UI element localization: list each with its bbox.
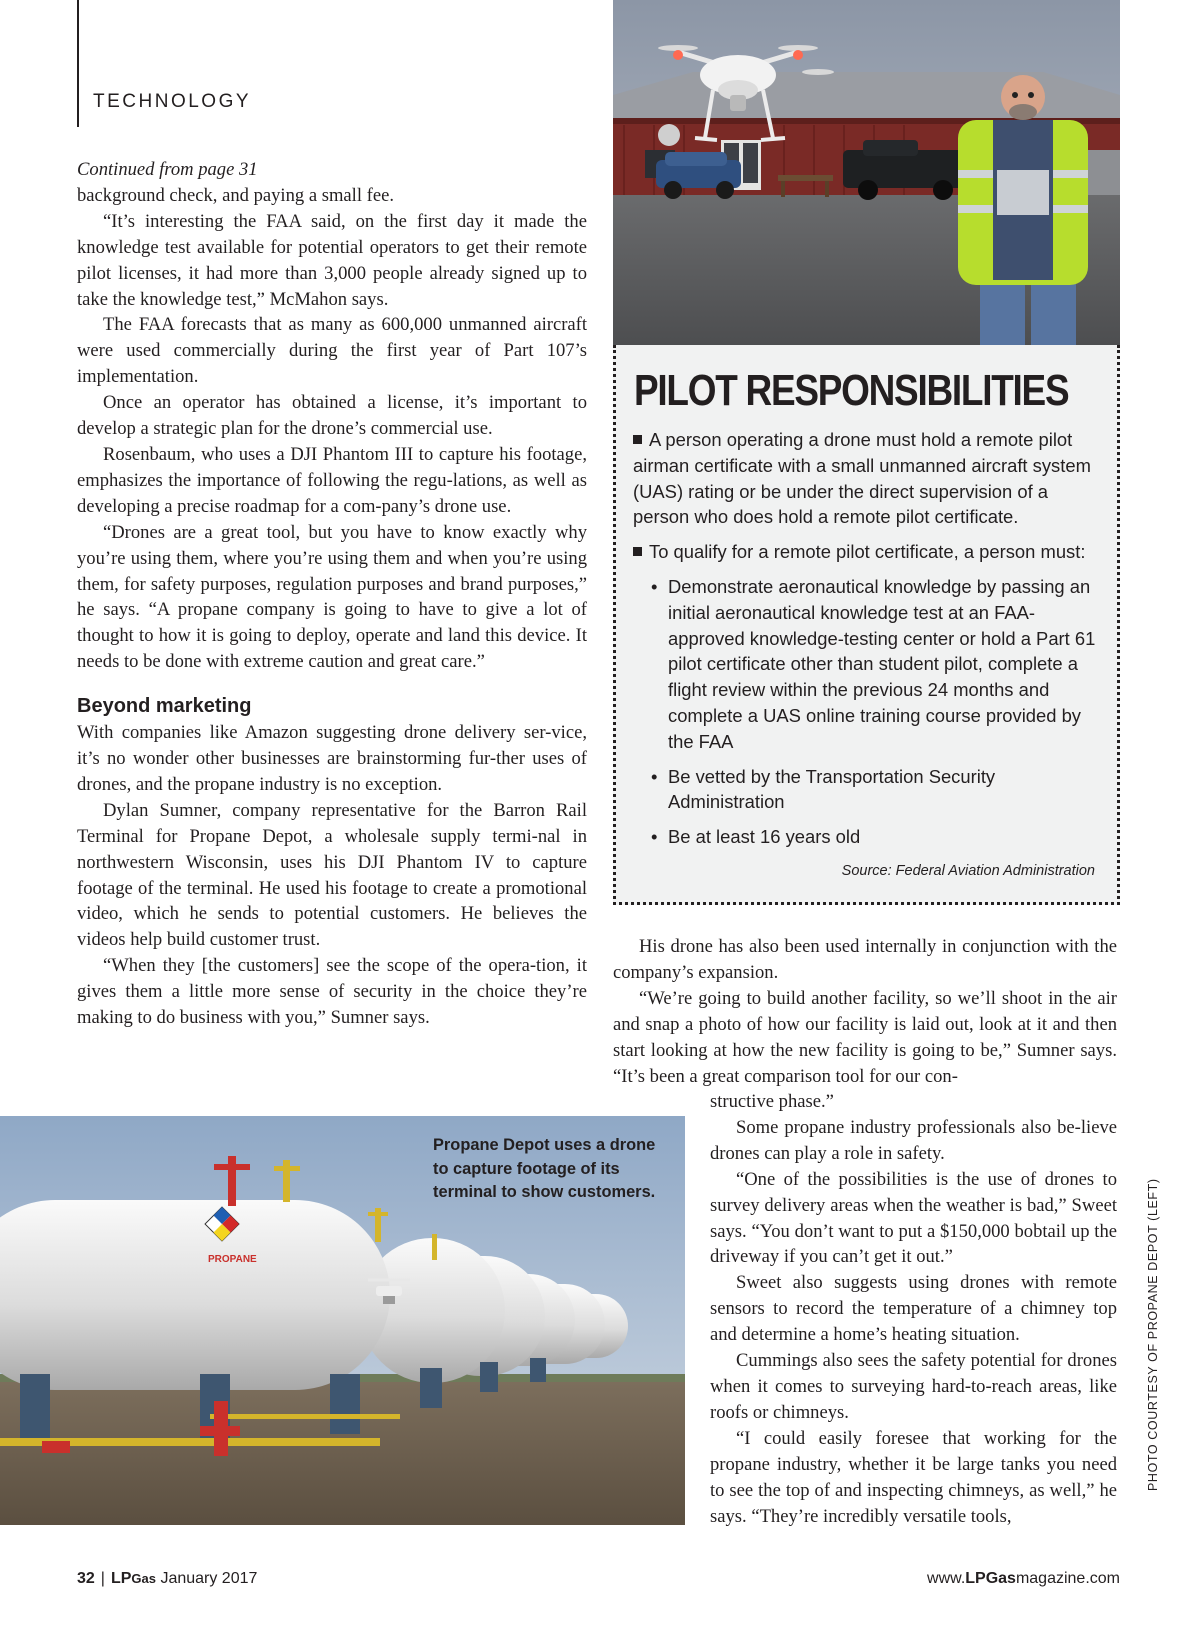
paragraph: “I could easily foresee that working for the propane industry, whether it be large tanks you need to see the top of and inspecting chimneys, as well,” he says. “They’re incredibly versatile tools, bbox=[710, 1427, 1117, 1527]
magazine-logo-gas: Gas bbox=[131, 1571, 156, 1586]
narrow-column bbox=[710, 1089, 1117, 1529]
header-rule bbox=[77, 0, 79, 127]
paragraph: “Drones are a great tool, but you have to know exactly why you’re using them, where you’re using them and when you’re using them, for safety purposes, regulation purposes and brand purposes,” he says. “A propane company is going to have to give a lot of thought to how it is going to deploy, operate and land this device. It needs to be done with extreme caution and great care.” bbox=[77, 521, 587, 673]
sidebar-bullet-text: A person operating a drone must hold a remote pilot airman certificate with a small unmanned aircraft system (UAS) rating or be under the direct supervision of a person who does hold a remote pilot certificate. bbox=[633, 429, 1091, 528]
pilot-drone-illustration bbox=[613, 0, 1120, 345]
paragraph: With companies like Amazon suggesting drone delivery ser-vice, it’s no wonder other businesses are brainstorming fur-ther uses of drones, and the propane industry is no exception. bbox=[77, 722, 587, 795]
sidebar-sub-bullet-text: Be at least 16 years old bbox=[668, 826, 861, 848]
square-bullet-icon bbox=[633, 547, 642, 556]
paragraph: Once an operator has obtained a license, it’s important to develop a strategic plan for the drone’s commercial use. bbox=[77, 392, 587, 440]
sidebar-sub-bullet bbox=[633, 824, 1103, 850]
sidebar-bullet-text: To qualify for a remote pilot certificate, a person must: bbox=[649, 541, 1086, 563]
paragraph: Sweet also suggests using drones with remote sensors to record the temperature of a chimney top and determine a home’s heating situation. bbox=[710, 1272, 1117, 1346]
paragraph: Dylan Sumner, company representative for the Barron Rail Terminal for Propane Depot, a wholesale supply termi-nal in northwestern Wisconsin, uses his DJI Phantom IV to capture footage of the terminal. He used his footage to create a promotional video, which he sends to potential customers. He believes the videos help build customer trust. bbox=[77, 799, 587, 951]
paragraph: “When they [the customers] see the scope of the opera-tion, it gives them a little more sense of security in the choice they’re making to do business with you,” Sumner says. bbox=[77, 955, 587, 1029]
footer-left bbox=[77, 1570, 257, 1588]
photo-credit: PHOTO COURTESY OF PROPANE DEPOT (LEFT) bbox=[1146, 1178, 1160, 1491]
paragraph: background check, and paying a small fee. bbox=[77, 184, 395, 206]
paragraph: “One of the possibilities is the use of drones to survey delivery areas when the weather is bad,” Sweet says. “You don’t want to put a $150,000 bobtail up the driveway if you can’t get it out.” bbox=[710, 1168, 1117, 1268]
left-column bbox=[77, 157, 587, 1031]
subhead: Beyond marketing bbox=[77, 695, 252, 718]
sidebar-body bbox=[633, 427, 1103, 859]
continued-note: Continued from page 31 bbox=[77, 159, 258, 180]
sidebar-title: PILOT RESPONSIBILITIES bbox=[634, 366, 1069, 415]
url-prefix: www. bbox=[927, 1570, 966, 1587]
url-brand: LPGas bbox=[965, 1570, 1016, 1587]
sidebar-sub-bullet bbox=[633, 764, 1103, 816]
page-number: 32 bbox=[77, 1570, 95, 1587]
mid-column bbox=[613, 934, 1117, 1089]
paragraph: Rosenbaum, who uses a DJI Phantom III to capture his footage, emphasizes the importance of following the regu-lations, as well as developing a precise roadmap for a com-pany’s drone use. bbox=[77, 443, 587, 517]
paragraph: His drone has also been used internally in conjunction with the company’s expansion. bbox=[613, 936, 1117, 983]
tank-label: PROPANE bbox=[208, 1254, 257, 1265]
paragraph: structive phase.” bbox=[710, 1091, 834, 1112]
magazine-logo-lp: LP bbox=[110, 1570, 132, 1587]
issue-date: January 2017 bbox=[160, 1570, 258, 1587]
sidebar-source: Source: Federal Aviation Administration bbox=[841, 863, 1095, 879]
pilot-responsibilities-sidebar bbox=[613, 345, 1120, 905]
paragraph: Some propane industry professionals also be-lieve drones can play a role in safety. bbox=[710, 1116, 1117, 1164]
dot-bullet-icon: • bbox=[651, 765, 658, 787]
sidebar-bullet bbox=[633, 427, 1103, 530]
paragraph: Cummings also sees the safety potential for drones when it comes to surveying hard-to-reach areas, like roofs or chimneys. bbox=[710, 1350, 1117, 1423]
photo-caption: Propane Depot uses a drone to capture footage of its terminal to show customers. bbox=[433, 1136, 656, 1201]
dot-bullet-icon: • bbox=[651, 826, 658, 848]
paragraph: “We’re going to build another facility, so we’ll shoot in the air and snap a photo of how our facility is laid out, look at it and then start looking at how the new facility is going to be,” Sumner says. “It’s been a great comparison tool for our con- bbox=[613, 987, 1117, 1087]
footer-url[interactable] bbox=[927, 1570, 1120, 1588]
url-suffix: magazine.com bbox=[1015, 1570, 1120, 1587]
sidebar-sub-bullet-text: Be vetted by the Transportation Security Administration bbox=[668, 765, 996, 813]
sidebar-sub-bullet-text: Demonstrate aeronautical knowledge by passing an initial aeronautical knowledge test at an FAA-approved knowledge-testing center or hold a Part 61 pilot certificate other than student pilot, complete a flight review within the previous 24 months and complete a UAS online training course provided by the FAA bbox=[668, 575, 1096, 752]
footer-separator: | bbox=[100, 1570, 105, 1587]
sidebar-bullet bbox=[633, 539, 1103, 565]
pilot-drone-photo bbox=[613, 0, 1120, 345]
sidebar-sub-bullet bbox=[633, 574, 1103, 755]
paragraph: The FAA forecasts that as many as 600,000 unmanned aircraft were used commercially during the first year of Part 107’s implementation. bbox=[77, 314, 587, 388]
square-bullet-icon bbox=[633, 435, 642, 444]
section-label: TECHNOLOGY bbox=[93, 91, 252, 112]
dot-bullet-icon: • bbox=[651, 575, 658, 597]
paragraph: “It’s interesting the FAA said, on the first day it made the knowledge test available for potential operators to get their remote pilot licenses, it had more than 3,000 people already signed up to take the knowledge test,” McMahon says. bbox=[77, 210, 587, 310]
